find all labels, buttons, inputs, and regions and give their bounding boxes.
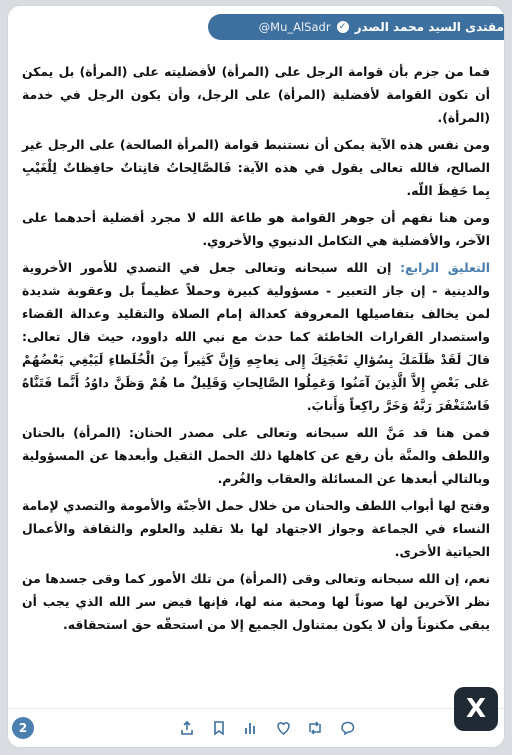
author-banner[interactable] bbox=[208, 14, 504, 40]
paragraph: فما من جزم بأن قوامة الرجل على (المرأة) لأفضليته على (المرأة) بل يمكن أن تكون القوامة لأفضلية (المرأة) على الرجل، وأن يكون الرجل في خدمة (المرأة). bbox=[22, 64, 490, 125]
post-text bbox=[22, 60, 490, 640]
paragraph: ومن نفس هذه الآية يمكن أن نستنبط قوامة (المرأة الصالحة) على الرجل غير الصالح، فالله تعالى يقول في هذه الآية: فَالصَّالِحاتُ قانِتاتٌ حافِظاتٌ لِلْغَيْبِ بِما حَفِظَ اللّه. bbox=[22, 137, 490, 198]
paragraph: نعم، إن الله سبحانه وتعالى وقى (المرأة) من تلك الأمور كما وقى جسدها من نظر الآخرين لها صوناً لها ومحبة منه لها، فإنها فيض سر الله الذي يجب أن يبقى مكنوناً وأن لا يكون بمتناول الجميع إلا من استحقّه حق استحقاقه. bbox=[22, 571, 490, 632]
reply-icon[interactable] bbox=[338, 719, 356, 737]
verified-icon: ✓ bbox=[337, 21, 349, 33]
action-icons bbox=[178, 715, 356, 741]
paragraph bbox=[22, 256, 490, 417]
author-handle[interactable]: @Mu_AlSadr bbox=[258, 20, 331, 34]
retweet-icon[interactable] bbox=[306, 719, 324, 737]
page-number-badge: 2 bbox=[12, 717, 34, 739]
author-name[interactable]: مقتدى السيد محمد الصدر bbox=[354, 20, 504, 34]
bar-chart-icon[interactable] bbox=[242, 719, 260, 737]
share-icon[interactable] bbox=[178, 719, 196, 737]
bookmark-icon[interactable] bbox=[210, 719, 228, 737]
paragraph-body: إن الله سبحانه وتعالى جعل في التصدي للأمور الأخروية والدينية - إن جاز التعبير - مسؤولية كبيرة وحملاً عظيماً بل وعقوبة شديدة لمن يخالف بتفاصيلها المعروفة كعدالة إمام الصلاة والتقليد وعدالة القضاء واستصدار القرارات الخاطئة كما حدث مع نبي الله داوود، حيث قال تعالى: قالَ لَقَدْ ظَلَمَكَ بِسُؤالِ نَعْجَتِكَ إِلى نِعاجِهِ وَإِنَّ كَثِيراً مِنَ الْخُلَطاءِ لَيَبْغِي بَعْضُهُمْ عَلى بَعْضٍ إِلاَّ الَّذِينَ آمَنُوا وَعَمِلُوا الصَّالِحاتِ وَقَلِيلٌ ما هُمْ وَظَنَّ داوُدُ أَنَّما فَتَنَّاهُ فَاسْتَغْفَرَ رَبَّهُ وَخَرَّ راكِعاً وَأَنابَ. bbox=[22, 260, 490, 413]
heart-icon[interactable] bbox=[274, 719, 292, 737]
paragraph: ومن هنا نفهم أن جوهر القوامة هو طاعة الله لا مجرد أفضلية أحدهما على الآخر، والأفضلية هي التكامل الدنيوي والأخروي. bbox=[22, 210, 490, 248]
post-card bbox=[8, 6, 504, 747]
paragraph: وفتح لها أبواب اللطف والحنان من خلال حمل الأجنّة والأمومة والتصدي لإمامة النساء في الجماعة وجواز الاجتهاد لها بلا تقليد والعلوم والثقافة والأعمال الحياتية الأخرى. bbox=[22, 498, 490, 559]
x-logo-icon: X bbox=[454, 687, 498, 731]
paragraph-label: التعليق الرابع: bbox=[400, 260, 490, 275]
paragraph: فمن هنا قد مَنَّ الله سبحانه وتعالى على مصدر الحنان: (المرأة) بالحنان واللطف والمنَّة بأن رفع عن كاهلها ذلك الحمل الثقيل وأبعدها عن المسؤولية وبالتالي أبعدها عن المسائلة والعقاب والغُرم. bbox=[22, 425, 490, 486]
action-bar bbox=[8, 694, 504, 747]
